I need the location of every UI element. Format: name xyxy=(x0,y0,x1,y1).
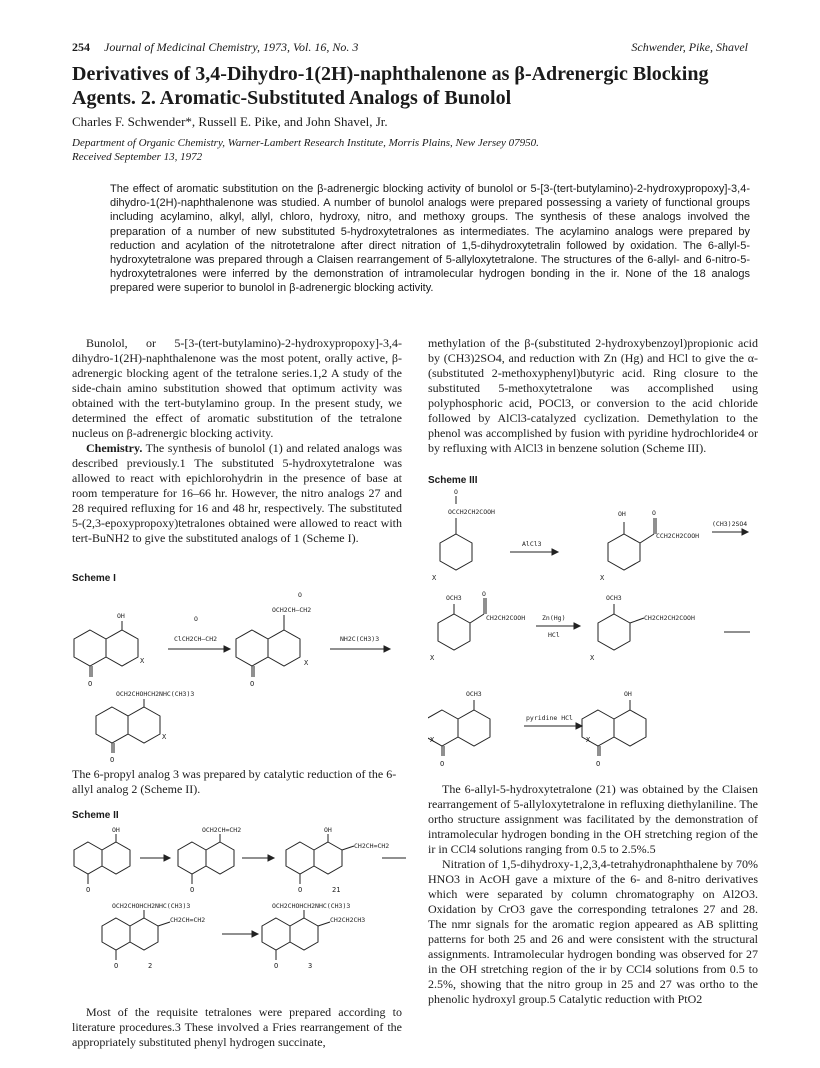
s3-ketone-o-2: O xyxy=(482,590,486,598)
s3-o-label: O xyxy=(454,488,458,496)
propyl-paragraph: The 6-propyl analog 3 was prepared by catalytic reduction of the 6-allyl analog 2 (Scheme II). xyxy=(72,767,397,796)
s3-acid-chain-2: CH2CH2COOH xyxy=(486,614,526,622)
scheme-2-compound-2 xyxy=(102,902,205,970)
claisen-paragraph: The 6-allyl-5-hydroxytetralone (21) was obtained by the Claisen rearrangement of 5-allyloxytetralone in refluxing diethylaniline. The ortho structure assignment was facilitated by the demonstration of intramolecular hydrogen bonding in the OH stretching region of the ir in CCl4 solutions ranging from 0.5 to 2.5%.5 xyxy=(428,782,758,856)
s3-zn-label: Zn(Hg) xyxy=(542,614,566,622)
s3-oh-label: OH xyxy=(618,510,626,518)
s3-hydroxybenzoylpropionic xyxy=(600,509,699,582)
s3-ester-label: OCCH2CH2COOH xyxy=(448,508,495,516)
s1-o-label: O xyxy=(88,680,93,688)
s1-o-product: O xyxy=(110,756,115,764)
s2-o-cpd3: O xyxy=(274,962,279,970)
page-number: 254 xyxy=(72,40,90,54)
s1-oh-label: OH xyxy=(117,612,125,620)
s3-arrow-2-head xyxy=(742,529,748,535)
tetralone-paragraph: Most of the requisite tetralones were prepared according to literature procedures.3 These involved a Fries rearrangement of the appropriately substituted phenyl hydrogen succinate, xyxy=(72,1005,402,1049)
s1-x-mid: X xyxy=(304,659,309,667)
s2-arrow-1-head xyxy=(164,855,170,861)
s2-propyl-label: CH2CH2CH3 xyxy=(330,916,366,924)
s3-methoxyphenylbutyric xyxy=(590,594,695,662)
s2-allyl-label: CH2CH=CH2 xyxy=(354,842,390,850)
left-column-top xyxy=(72,336,402,546)
s2-chain-2: OCH2CHOHCH2NHC(CH3)3 xyxy=(112,902,191,910)
s2-o-21: O xyxy=(298,886,303,894)
s3-arrow-1-head xyxy=(552,549,558,555)
scheme-2-compound-3 xyxy=(262,902,365,970)
s3-och3-1: OCH3 xyxy=(446,594,462,602)
s3-o-3: O xyxy=(440,760,445,768)
s3-och3-3: OCH3 xyxy=(466,690,482,698)
affiliation: Department of Organic Chemistry, Warner-Lambert Research Institute, Morris Plains, New Jersey 07950. xyxy=(72,137,539,149)
s3-oh-2: OH xyxy=(624,690,632,698)
s1-o-mid: O xyxy=(250,680,255,688)
s3-o-4: O xyxy=(596,760,601,768)
scheme-1-label: Scheme I xyxy=(72,573,116,584)
scheme-2-allyloxytetralone xyxy=(178,826,241,894)
s3-arrow-5-head xyxy=(576,723,582,729)
article-title: Derivatives of 3,4-Dihydro-1(2H)-naphthalenone as β-Adrenergic Blocking Agents. 2. Aromatic-Substituted Analogs of Bunolol xyxy=(72,63,709,109)
s2-chain-3: OCH2CHOHCH2NHC(CH3)3 xyxy=(272,902,351,910)
s2-o-2: O xyxy=(190,886,195,894)
s3-hcl-label: HCl xyxy=(548,631,560,639)
s2-o-cpd2: O xyxy=(114,962,119,970)
scheme-1-product xyxy=(96,690,194,764)
s1-epoxy-o: O xyxy=(298,591,302,599)
scheme-2-compound-21 xyxy=(286,826,389,894)
s1-reagent-tbuamine: NH2C(CH3)3 xyxy=(340,635,380,643)
s3-hydroxytetralone xyxy=(582,690,646,768)
s3-och3-2: OCH3 xyxy=(606,594,622,602)
s1-arrow-2-head xyxy=(384,646,390,652)
right-column-bottom xyxy=(428,782,758,1007)
received-date: Received September 13, 1972 xyxy=(72,151,203,163)
s3-ketone-o: O xyxy=(652,509,656,517)
intro-paragraph: Bunolol, or 5-[3-(tert-butylamino)-2-hydroxypropoxy]-3,4-dihydro-1(2H)-naphthalenone was the most potent, orally active, β-adrenergic blocking agent of the tetralone series.1,2 A study of the side-chain amino substitution showed that optimum activity was obtained with the tert-butylamino group. In the present study, we determined the effect of aromatic substitution of the tetralone nucleus on β-adrenergic blocking activity. xyxy=(72,336,402,440)
nitration-paragraph: Nitration of 1,5-dihydroxy-1,2,3,4-tetrahydronaphthalene by 70% HNO3 in AcOH gave a mixture of the 6- and 8-nitro derivatives which were separated by column chromatography on Al2O3. Oxidation by CrO3 gave the corresponding tetralones 27 and 28. The nmr signals for the aromatic region appeared as AB splitting patterns for both 25 and 26 and were consistent with the structural assignments. Intramolecular hydrogen bonding was observed for 27 in the OH stretching region of the ir by CCl4 solutions from 0.5 to 2.5%, showing that the nitro group in 25 and 27 was ortho to the phenolic hydroxyl group.5 Catalytic reduction with PtO2 xyxy=(428,857,758,1006)
s3-methoxybenzoylpropionic xyxy=(430,590,525,662)
running-header-left xyxy=(72,40,358,55)
scheme-2-hydroxytetralone xyxy=(74,826,130,894)
s2-o-label: O xyxy=(86,886,91,894)
left-column-bottom xyxy=(72,1005,402,1050)
methylation-paragraph: methylation of the β-(substituted 2-hydroxybenzoyl)propionic acid by (CH3)2SO4, and reduction with Zn (Hg) and HCl to give the α-(substituted 2-methoxyphenyl)butyric acid. Ring closure to the substituted 5-methoxytetralone was accomplished using polyphosphoric acid, POCl3, or conversion to the acid chloride followed by AlCl3-catalyzed cyclization. Demethylation to the phenol was accomplished by fusion with pyridine hydrochloride4 or by refluxing with AlCl3 in benzene solution (Scheme III). xyxy=(428,336,758,455)
s3-alcl3-label: AlCl3 xyxy=(522,540,542,548)
s2-compound-3-number: 3 xyxy=(308,962,313,970)
abstract: The effect of aromatic substitution on the β-adrenergic blocking activity of bunolol or 5-[3-(tert-butylamino)-2-hydroxypropoxy]-3,4-dihydro-1(2H)-naphthalenone was studied. A number of bunolol analogs were prepared possessing a variety of functional groups including acylamino, alkyl, allyl, chloro, hydroxy, nitro, and methoxy groups. The synthesis of these analogs involved the preparation of a number of new substituted 5-hydroxytetralones as intermediates. The acylamino analogs were prepared by reduction and acylation of the nitrotetralone after direct nitration of 1,5-dihydroxytetralin followed by oxidation. The 6-allyl-5-hydroxytetralone was prepared through a Claisen rearrangement of 5-allyloxytetralone. The structures of the 6-allyl- and 6-nitro-5-hydroxytetralones were inferred by the demonstration of intramolecular hydrogen bonding in the ir. None of the 18 analogs prepared were superior to bunolol in β-adrenergic blocking activity. xyxy=(110,183,750,295)
s1-epoxide-o: O xyxy=(194,615,198,623)
s2-oh-label: OH xyxy=(112,826,120,834)
right-column-top xyxy=(428,336,758,456)
chemistry-text: The synthesis of bunolol (1) and related analogs was described previously.1 The substituted 5-hydroxytetralone was allowed to react with epichlorohydrin in the presence of base at room temperature for 16–66 hr. However, the nitro analogs 27 and 28 required refluxing for 16 and 48 hr, respectively. The substituted 5-(2,3-epoxypropoxy)tetralones obtained were allowed to react with tert-BuNH2 to give the substituted analogs of 1 (Scheme I). xyxy=(72,441,402,545)
s2-arrow-2-head xyxy=(268,855,274,861)
s3-x-2: X xyxy=(600,574,605,582)
s3-x-1: X xyxy=(432,574,437,582)
s3-arrow-3-head xyxy=(574,623,580,629)
scheme-3-label: Scheme III xyxy=(428,475,478,486)
journal-citation: Journal of Medicinal Chemistry, 1973, Vol. 16, No. 3 xyxy=(104,40,359,54)
s1-product-chain: OCH2CHOHCH2NHC(CH3)3 xyxy=(116,690,195,698)
s1-reagent-epichlorohydrin: ClCH2CH–CH2 xyxy=(174,635,218,643)
s1-arrow-1-head xyxy=(224,646,230,652)
scheme-1-intermediate xyxy=(236,591,311,688)
s2-allyl-2: CH2CH=CH2 xyxy=(170,916,206,924)
s1-x-label: X xyxy=(140,657,145,665)
scheme-1-reactant xyxy=(74,612,145,688)
author-list: Charles F. Schwender*, Russell E. Pike, and John Shavel, Jr. xyxy=(72,114,388,129)
scheme-3-diagram xyxy=(428,486,768,776)
s2-compound-2-number: 2 xyxy=(148,962,153,970)
running-authors: Schwender, Pike, Shavel xyxy=(631,40,748,54)
scheme-2-label: Scheme II xyxy=(72,810,119,821)
s3-butyric-chain: CH2CH2CH2COOH xyxy=(644,614,695,622)
chemistry-heading: Chemistry. xyxy=(86,441,143,455)
s3-methoxytetralone xyxy=(428,690,490,768)
s3-x-4: X xyxy=(590,654,595,662)
chemistry-paragraph xyxy=(72,441,402,546)
s2-oh-21: OH xyxy=(324,826,332,834)
s1-epoxy-chain: OCH2CH–CH2 xyxy=(272,606,312,614)
s3-x-6: X xyxy=(586,736,591,744)
s1-x-product: X xyxy=(162,733,167,741)
scheme-2-diagram xyxy=(72,822,412,1002)
scheme-1-diagram xyxy=(72,585,412,765)
s2-compound-21-number: 21 xyxy=(332,886,341,894)
s2-arrow-4-head xyxy=(252,931,258,937)
s3-pyridine-label: pyridine HCl xyxy=(526,714,573,722)
s3-x-5: X xyxy=(430,736,435,744)
s3-acid-chain: CCH2CH2COOH xyxy=(656,532,700,540)
s3-phenyl-succinate xyxy=(432,488,495,582)
affiliation-block xyxy=(72,136,762,164)
s3-dms-label: (CH3)2SO4 xyxy=(712,520,748,528)
s3-x-3: X xyxy=(430,654,435,662)
s2-allyloxy-label: OCH2CH=CH2 xyxy=(202,826,242,834)
